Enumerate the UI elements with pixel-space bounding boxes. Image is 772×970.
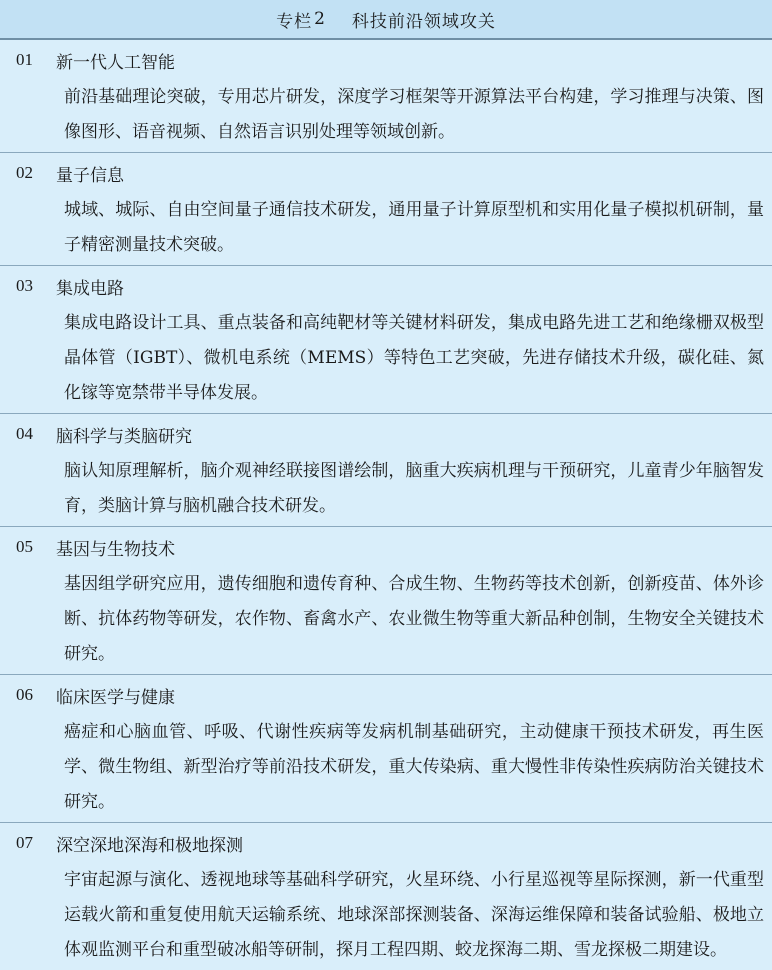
section-title: 集成电路 xyxy=(56,278,124,299)
section-body: 宇宙起源与演化、透视地球等基础科学研究，火星环绕、小行星巡视等星际探测，新一代重型运载火箭和重复使用航天运输系统、地球深部探测装备、深海运维保障和装备试验船、极地立体观监测平台和重型破冰船等研制，探月工程四期、蛟龙探海二期、雪龙探极二期建设。 xyxy=(64,870,764,960)
section-number: 06 xyxy=(16,685,33,704)
column-label: 专栏 xyxy=(276,11,313,32)
section-number: 05 xyxy=(16,537,33,556)
section-heading xyxy=(16,153,764,193)
section-body: 脑认知原理解析，脑介观神经联接图谱绘制，脑重大疾病机理与干预研究，儿童青少年脑智发育，类脑计算与脑机融合技术研发。 xyxy=(64,461,764,516)
column-number: 2 xyxy=(314,9,326,29)
column-title: 科技前沿领域攻关 xyxy=(351,11,496,32)
section-body: 基因组学研究应用，遗传细胞和遗传育种、合成生物、生物药等技术创新，创新疫苗、体外诊断、抗体药物等研发，农作物、畜禽水产、农业微生物等重大新品种创制，生物安全关键技术研究。 xyxy=(64,574,764,664)
section-heading xyxy=(16,414,764,454)
section-number: 01 xyxy=(16,50,33,69)
section-heading xyxy=(16,266,764,306)
section-04 xyxy=(0,414,772,527)
section-title: 脑科学与类脑研究 xyxy=(56,426,192,447)
section-03 xyxy=(0,266,772,414)
section-number: 02 xyxy=(16,163,33,182)
column-header xyxy=(0,0,772,40)
section-06 xyxy=(0,675,772,823)
section-07 xyxy=(0,823,772,970)
section-heading xyxy=(16,675,764,715)
section-02 xyxy=(0,153,772,266)
section-01 xyxy=(0,40,772,153)
section-heading xyxy=(16,823,764,863)
section-number: 07 xyxy=(16,833,33,852)
section-number: 03 xyxy=(16,276,33,295)
section-title: 基因与生物技术 xyxy=(56,539,175,560)
section-title: 量子信息 xyxy=(56,165,124,186)
section-body: 癌症和心脑血管、呼吸、代谢性疾病等发病机制基础研究，主动健康干预技术研发，再生医学、微生物组、新型治疗等前沿技术研发，重大传染病、重大慢性非传染性疾病防治关键技术研究。 xyxy=(64,722,764,812)
section-title: 深空深地深海和极地探测 xyxy=(56,835,243,856)
section-body: 城域、城际、自由空间量子通信技术研发，通用量子计算原型机和实用化量子模拟机研制，量子精密测量技术突破。 xyxy=(64,200,764,255)
section-number: 04 xyxy=(16,424,33,443)
section-title: 临床医学与健康 xyxy=(56,687,175,708)
section-body: 集成电路设计工具、重点装备和高纯靶材等关键材料研发，集成电路先进工艺和绝缘栅双极型晶体管（IGBT）、微机电系统（MEMS）等特色工艺突破，先进存储技术升级，碳化硅、氮化镓等宽禁带半导体发展。 xyxy=(64,313,764,403)
section-heading xyxy=(16,40,764,80)
section-05 xyxy=(0,527,772,675)
section-title: 新一代人工智能 xyxy=(56,52,175,73)
section-body: 前沿基础理论突破，专用芯片研发，深度学习框架等开源算法平台构建，学习推理与决策、图像图形、语音视频、自然语言识别处理等领域创新。 xyxy=(64,87,764,142)
section-heading xyxy=(16,527,764,567)
